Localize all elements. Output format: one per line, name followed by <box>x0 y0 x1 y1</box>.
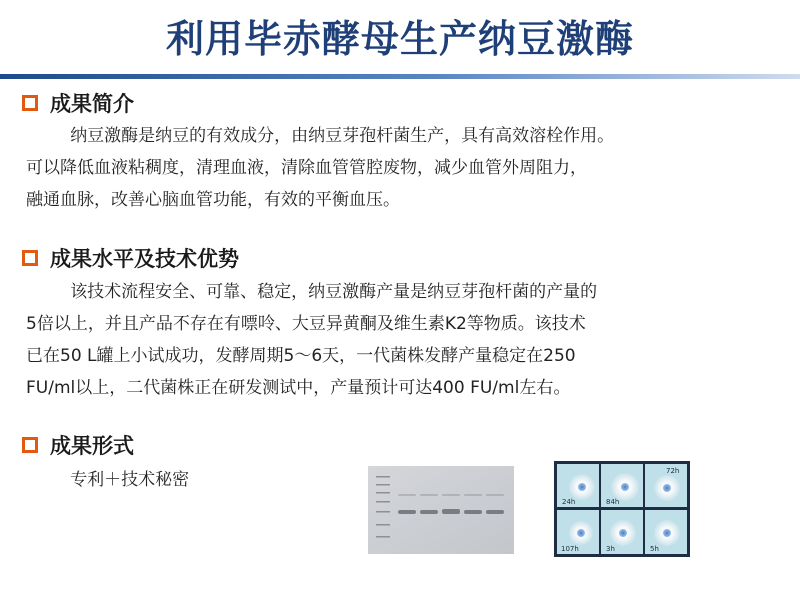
square-bullet-icon <box>22 95 38 111</box>
gel-image-graphic <box>368 466 514 554</box>
plate-label: 107h <box>561 545 579 553</box>
fibrin-plate-assay-image <box>554 461 690 557</box>
plate-label: 24h <box>562 498 576 506</box>
plate-label: 3h <box>606 545 615 553</box>
title-divider <box>0 74 800 79</box>
plate-label: 84h <box>606 498 620 506</box>
section-title: 成果水平及技术优势 <box>50 247 239 271</box>
square-bullet-icon <box>22 250 38 266</box>
text-line: FU/ml以上，二代菌株正在研发测试中，产量预计可达400 FU/ml左右。 <box>26 378 571 398</box>
text-line: 已在50 L罐上小试成功，发酵周期5～6天，一代菌株发酵产量稳定在250 <box>26 346 576 366</box>
plate-image-graphic <box>554 461 690 557</box>
square-bullet-icon <box>22 437 38 453</box>
text-line: 纳豆激酶是纳豆的有效成分，由纳豆芽孢杆菌生产，具有高效溶栓作用。 <box>70 126 615 146</box>
section-title: 成果形式 <box>50 434 134 458</box>
plate-label: 72h <box>666 467 680 475</box>
advantages-paragraph <box>26 276 778 404</box>
text-line: 5倍以上，并且产品不存在有嘌呤、大豆异黄酮及维生素K2等物质。该技术 <box>26 314 586 334</box>
plate-label: 5h <box>650 545 659 553</box>
text-line: 该技术流程安全、可靠、稳定，纳豆激酶产量是纳豆芽孢杆菌的产量的 <box>70 282 598 302</box>
text-line: 融通血脉，改善心脑血管功能，有效的平衡血压。 <box>26 190 400 210</box>
text-line: 可以降低血液粘稠度，清理血液，清除血管管腔废物，减少血管外周阻力， <box>26 158 587 178</box>
section-title: 成果简介 <box>50 92 134 116</box>
text-line: 专利＋技术秘密 <box>70 470 190 490</box>
section-heading-form <box>22 430 134 460</box>
section-heading-advantages <box>22 243 239 273</box>
intro-paragraph <box>26 120 778 216</box>
page-title: 利用毕赤酵母生产纳豆激酶 <box>165 17 634 61</box>
gel-electrophoresis-image <box>368 466 514 554</box>
section-heading-intro <box>22 88 134 118</box>
